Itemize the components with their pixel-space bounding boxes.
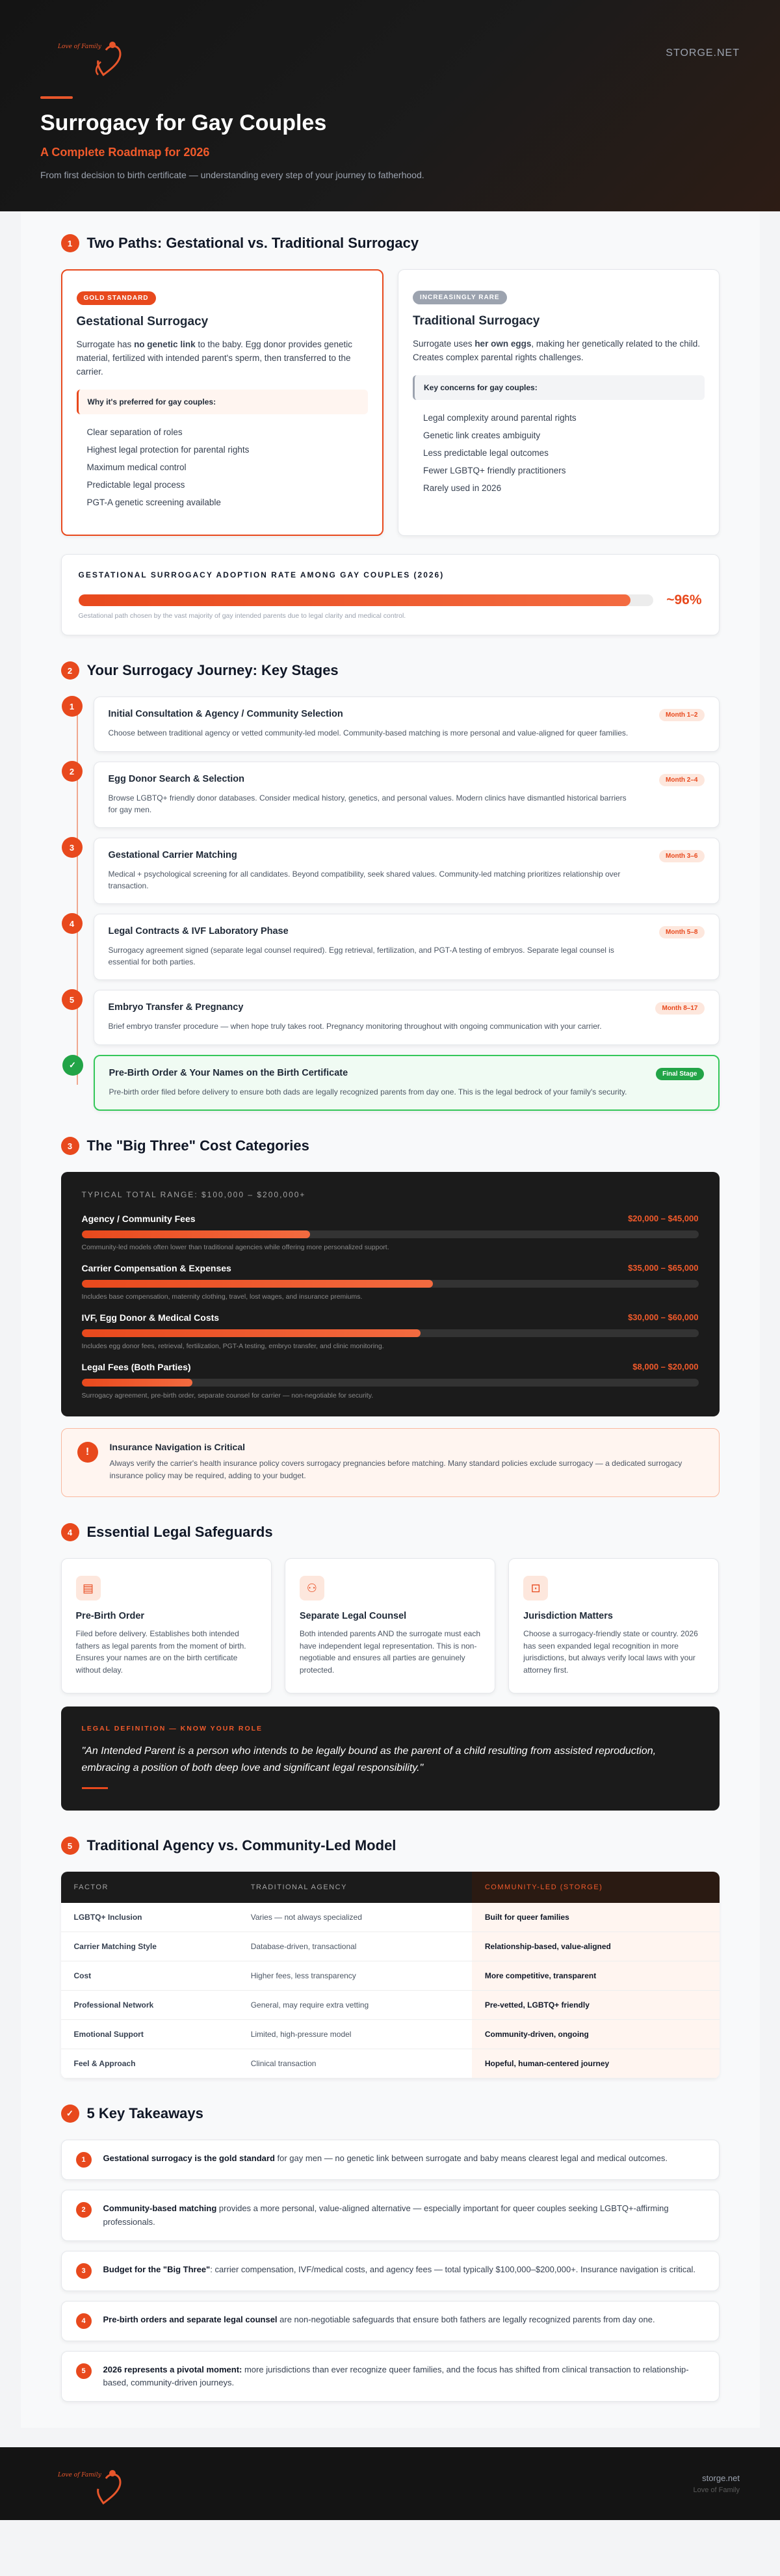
takeaway-item (61, 2251, 720, 2291)
takeaway-text: Budget for the "Big Three": carrier compensation, IVF/medical costs, and agency fees — total typically $100,000–$200,000+. Insurance navigation is critical. (103, 2264, 696, 2274)
legal-card-text: Both intended parents AND the surrogate must each have independent legal representation. This is non-negotiable and ensures all parties are genuinely protected. (299, 1629, 480, 1675)
list-item: Fewer LGBTQ+ friendly practitioners (423, 465, 566, 475)
stage-timeframe: Month 8–17 (655, 1002, 704, 1015)
rate-note: Gestational path chosen by the vast majority of gay intended parents due to legal clarity and medical control. (78, 612, 406, 620)
table-row: Feel & Approach Clinical transaction Hopeful, human-centered journey (61, 2049, 720, 2078)
brand-logo[interactable] (55, 36, 146, 81)
logo-text: Love of Family (58, 44, 101, 50)
legal-card (508, 1558, 719, 1693)
stage-timeframe: Month 1–2 (659, 709, 704, 721)
section-header (61, 2105, 720, 2123)
stage-title: Legal Contracts & IVF Laboratory Phase (108, 926, 289, 936)
section-title: Essential Legal Safeguards (86, 1524, 273, 1540)
card-title: Gestational Surrogacy (76, 315, 209, 328)
cost-bar-track (82, 1230, 699, 1238)
list-item: Highest legal protection for parental rights (86, 444, 250, 455)
traditional-card (398, 269, 720, 536)
heart-logo-icon (55, 2464, 146, 2510)
list-item: Legal complexity around parental rights (423, 412, 577, 423)
cost-name: Agency / Community Fees (81, 1214, 196, 1224)
stage-card (69, 838, 720, 904)
list-item: Clear separation of roles (86, 427, 183, 437)
section-title: Traditional Agency vs. Community-Led Model (86, 1837, 396, 1854)
takeaway-number: 5 (76, 2363, 92, 2379)
insurance-callout (61, 1428, 720, 1497)
accent-bar (40, 96, 73, 99)
section-number: 2 (61, 661, 79, 680)
section-number: 3 (61, 1137, 79, 1155)
rate-value: ~96% (666, 592, 702, 607)
section-title: Two Paths: Gestational vs. Traditional Surrogacy (86, 235, 419, 251)
stage-text: Pre-birth order filed before delivery to ensure both dads are legally recognized parents from day one. This is the legal bedrock of your family's security. (109, 1087, 627, 1096)
list-item: Rarely used in 2026 (423, 483, 502, 493)
table-row: LGBTQ+ Inclusion Varies — not always specialized Built for queer families (61, 1903, 720, 1932)
rare-badge: INCREASINGLY RARE (413, 291, 507, 304)
concerns-list (423, 409, 705, 497)
stage-text: Brief embryo transfer procedure — when hope truly takes root. Pregnancy monitoring throughout with ongoing communication with your carrier. (108, 1022, 602, 1031)
benefits-list (87, 423, 369, 511)
rate-title: GESTATIONAL SURROGACY ADOPTION RATE AMONG GAY COUPLES (2026) (78, 570, 445, 579)
legal-card-title: Pre-Birth Order (75, 1611, 145, 1621)
list-item: Predictable legal process (86, 479, 185, 490)
gold-standard-badge: GOLD STANDARD (77, 291, 156, 305)
cost-panel (61, 1172, 720, 1416)
total-range: TYPICAL TOTAL RANGE: $100,000 – $200,000+ (81, 1190, 306, 1199)
cost-range: $30,000 – $60,000 (628, 1312, 699, 1322)
legal-card-text: Filed before delivery. Establishes both intended fathers as legal parents from the moment of birth. Ensures your names are on the birth certificate without delay. (75, 1629, 246, 1675)
stage-number: 4 (62, 913, 83, 934)
page-description: From first decision to birth certificate — understanding every step of your journey to fatherhood. (40, 170, 424, 180)
legal-card-title: Separate Legal Counsel (299, 1611, 407, 1621)
takeaway-number: 1 (76, 2152, 92, 2168)
cost-item (82, 1312, 699, 1350)
final-stage-badge: Final Stage (656, 1068, 703, 1080)
legal-definition-quote (61, 1706, 720, 1811)
stage-number: 2 (62, 761, 83, 782)
page-subtitle: A Complete Roadmap for 2026 (40, 146, 210, 159)
cost-item (82, 1362, 699, 1400)
column-header: TRADITIONAL AGENCY (238, 1872, 472, 1903)
gestational-card (61, 269, 384, 536)
stage-timeframe: Month 3–6 (659, 850, 704, 862)
cost-name: IVF, Egg Donor & Medical Costs (81, 1312, 220, 1323)
takeaway-text: Pre-birth orders and separate legal counsel are non-negotiable safeguards that ensure both fathers are legally recognized parents from day one. (103, 2314, 655, 2324)
takeaway-number: 3 (76, 2263, 92, 2279)
card-text: Surrogate has no genetic link to the baby. Egg donor provides genetic material, fertilized with intended parent's sperm, then transferred to the carrier. (76, 339, 352, 377)
list-item: Maximum medical control (86, 462, 187, 472)
cost-name: Legal Fees (Both Parties) (81, 1362, 191, 1372)
alert-icon: ! (77, 1442, 98, 1463)
cost-bar-fill (82, 1379, 193, 1387)
legal-card-text: Choose a surrogacy-friendly state or country. 2026 has seen expanded legal recognition in more jurisdictions, but always verify local laws with your attorney first. (523, 1629, 698, 1675)
list-item: Less predictable legal outcomes (423, 447, 549, 458)
takeaway-item (61, 2351, 720, 2402)
section-header (61, 1837, 720, 1855)
hero-header (0, 0, 780, 211)
stage-text: Surrogacy agreement signed (separate legal counsel required). Egg retrieval, fertilization, and PGT-A testing of embryos. Separate legal counsel is essential for both parties. (108, 946, 614, 966)
section-number: 1 (61, 234, 79, 252)
stage-number: 3 (62, 837, 83, 858)
table-row: Carrier Matching Style Database-driven, transactional Relationship-based, value-aligned (61, 1932, 720, 1961)
section-header (61, 234, 720, 252)
stage-text: Choose between traditional agency or vetted community-led model. Community-based matching is more personal and value-aligned for queer families. (108, 728, 629, 737)
heart-logo-icon (55, 36, 146, 81)
stage-card (69, 762, 720, 828)
takeaway-text: 2026 represents a pivotal moment: more jurisdictions than ever recognize queer families, and the focus has shifted from clinical transaction to relationship-based, community-driven journeys. (103, 2364, 689, 2387)
section-header (61, 1137, 720, 1155)
cost-range: $8,000 – $20,000 (632, 1362, 699, 1372)
quote-text: "An Intended Parent is a person who intends to be legally bound as the parent of a child resulting from assisted reproduction, embracing a position of both deep love and significant legal responsibility." (81, 1746, 656, 1773)
lock-icon: ⊡ (523, 1576, 548, 1600)
section-title: Your Surrogacy Journey: Key Stages (86, 662, 339, 678)
cost-note: Includes base compensation, maternity clothing, travel, lost wages, and insurance premiums. (81, 1293, 363, 1301)
people-icon: ⚇ (300, 1576, 324, 1600)
section-title: 5 Key Takeaways (86, 2105, 203, 2122)
takeaways-list (61, 2140, 720, 2402)
cost-range: $35,000 – $65,000 (628, 1263, 699, 1273)
stage-number: 5 (62, 989, 83, 1010)
document-icon: ▤ (76, 1576, 101, 1600)
main-content (21, 211, 760, 2428)
section-title: The "Big Three" Cost Categories (86, 1137, 309, 1154)
stage-title: Embryo Transfer & Pregnancy (108, 1002, 244, 1013)
why-heading: Why it's preferred for gay couples: (77, 390, 369, 414)
takeaway-number: 2 (76, 2202, 92, 2218)
takeaway-item (61, 2190, 720, 2240)
stage-number: 1 (62, 696, 83, 717)
comparison-table (61, 1872, 720, 2078)
adoption-rate-card (61, 554, 720, 635)
table-row: Cost Higher fees, less transparency More competitive, transparent (61, 1961, 720, 1991)
card-title: Traditional Surrogacy (413, 314, 540, 328)
section-header (61, 1523, 720, 1541)
cost-note: Surrogacy agreement, pre-birth order, separate counsel for carrier — non-negotiable for security. (81, 1392, 374, 1400)
cost-range: $20,000 – $45,000 (628, 1214, 699, 1223)
column-header: COMMUNITY-LED (STORGE) (472, 1872, 720, 1903)
stage-title: Gestational Carrier Matching (108, 850, 237, 860)
list-item: PGT-A genetic screening available (86, 497, 221, 507)
rate-bar-fill (79, 594, 630, 606)
concerns-heading: Key concerns for gay couples: (413, 375, 705, 400)
cost-bar-fill (82, 1329, 421, 1337)
stage-title: Initial Consultation & Agency / Community Selection (108, 709, 343, 719)
legal-card (61, 1558, 272, 1693)
stage-card (69, 914, 720, 980)
takeaway-text: Community-based matching provides a more personal, value-aligned alternative — especially important for queer couples seeking LGBTQ+-affirming professionals. (103, 2203, 669, 2227)
paths-comparison (61, 269, 720, 536)
logo-text: Love of Family (58, 2471, 101, 2478)
cost-bar-track (82, 1280, 699, 1288)
footer-logo[interactable] (55, 2464, 146, 2510)
stage-text: Medical + psychological screening for all candidates. Beyond compatibility, seek shared values. Community-led matching prioritizes relationship over transaction. (108, 870, 621, 890)
legal-cards (61, 1558, 720, 1693)
quote-accent-bar (82, 1787, 108, 1789)
section-number: 5 (61, 1837, 79, 1855)
takeaway-item (61, 2140, 720, 2180)
rate-bar-track (79, 594, 654, 606)
stage-text: Browse LGBTQ+ friendly donor databases. Consider medical history, genetics, and personal values. Modern clinics have dismantled historical barriers for gay men. (108, 793, 627, 814)
cost-item (82, 1214, 699, 1251)
cost-item (82, 1263, 699, 1301)
stage-title: Egg Donor Search & Selection (108, 774, 244, 784)
final-stage-card (69, 1055, 720, 1111)
stage-card (69, 697, 720, 752)
stage-title: Pre-Birth Order & Your Names on the Birth Certificate (109, 1068, 348, 1078)
footer-tagline: Love of Family (693, 2486, 740, 2494)
cost-bar-fill (82, 1230, 310, 1238)
check-icon: ✓ (61, 2105, 79, 2123)
stage-timeframe: Month 2–4 (659, 774, 704, 786)
cost-note: Includes egg donor fees, retrieval, fertilization, PGT-A testing, embryo transfer, and clinic monitoring. (81, 1342, 384, 1350)
callout-text: Always verify the carrier's health insurance policy covers surrogacy pregnancies before matching. Many standard policies exclude surrogacy — a dedicated surrogacy insurance policy may be required, adding to your budget. (109, 1459, 682, 1480)
legal-card (285, 1558, 495, 1693)
list-item: Genetic link creates ambiguity (423, 430, 541, 440)
stage-card (69, 990, 720, 1045)
footer (0, 2447, 780, 2520)
takeaway-text: Gestational surrogacy is the gold standard for gay men — no genetic link between surrogate and baby means clearest legal and medical outcomes. (103, 2153, 668, 2164)
stage-timeframe: Month 5–8 (659, 926, 704, 938)
column-header: FACTOR (61, 1872, 238, 1903)
takeaway-number: 4 (76, 2313, 92, 2329)
table-row: Professional Network General, may require extra vetting Pre-vetted, LGBTQ+ friendly (61, 1991, 720, 2020)
cost-name: Carrier Compensation & Expenses (81, 1263, 231, 1273)
legal-card-title: Jurisdiction Matters (523, 1611, 613, 1621)
callout-title: Insurance Navigation is Critical (109, 1442, 246, 1452)
takeaway-item (61, 2301, 720, 2341)
table-row: Emotional Support Limited, high-pressure model Community-driven, ongoing (61, 2020, 720, 2049)
section-header (61, 661, 720, 680)
checkmark-icon: ✓ (62, 1055, 83, 1076)
footer-site-link[interactable]: storge.net (702, 2473, 740, 2483)
card-text: Surrogate uses her own eggs, making her genetically related to the child. Creates complex parental rights challenges. (413, 339, 700, 362)
cost-bar-track (82, 1379, 699, 1387)
section-number: 4 (61, 1523, 79, 1541)
cost-bar-fill (82, 1280, 434, 1288)
journey-timeline (61, 697, 720, 1111)
cost-note: Community-led models often lower than traditional agencies while offering more personalized support. (81, 1243, 389, 1251)
page-title: Surrogacy for Gay Couples (40, 111, 327, 135)
quote-label: LEGAL DEFINITION — KNOW YOUR ROLE (81, 1725, 263, 1733)
site-name[interactable]: STORGE.NET (666, 47, 740, 59)
cost-bar-track (82, 1329, 699, 1337)
